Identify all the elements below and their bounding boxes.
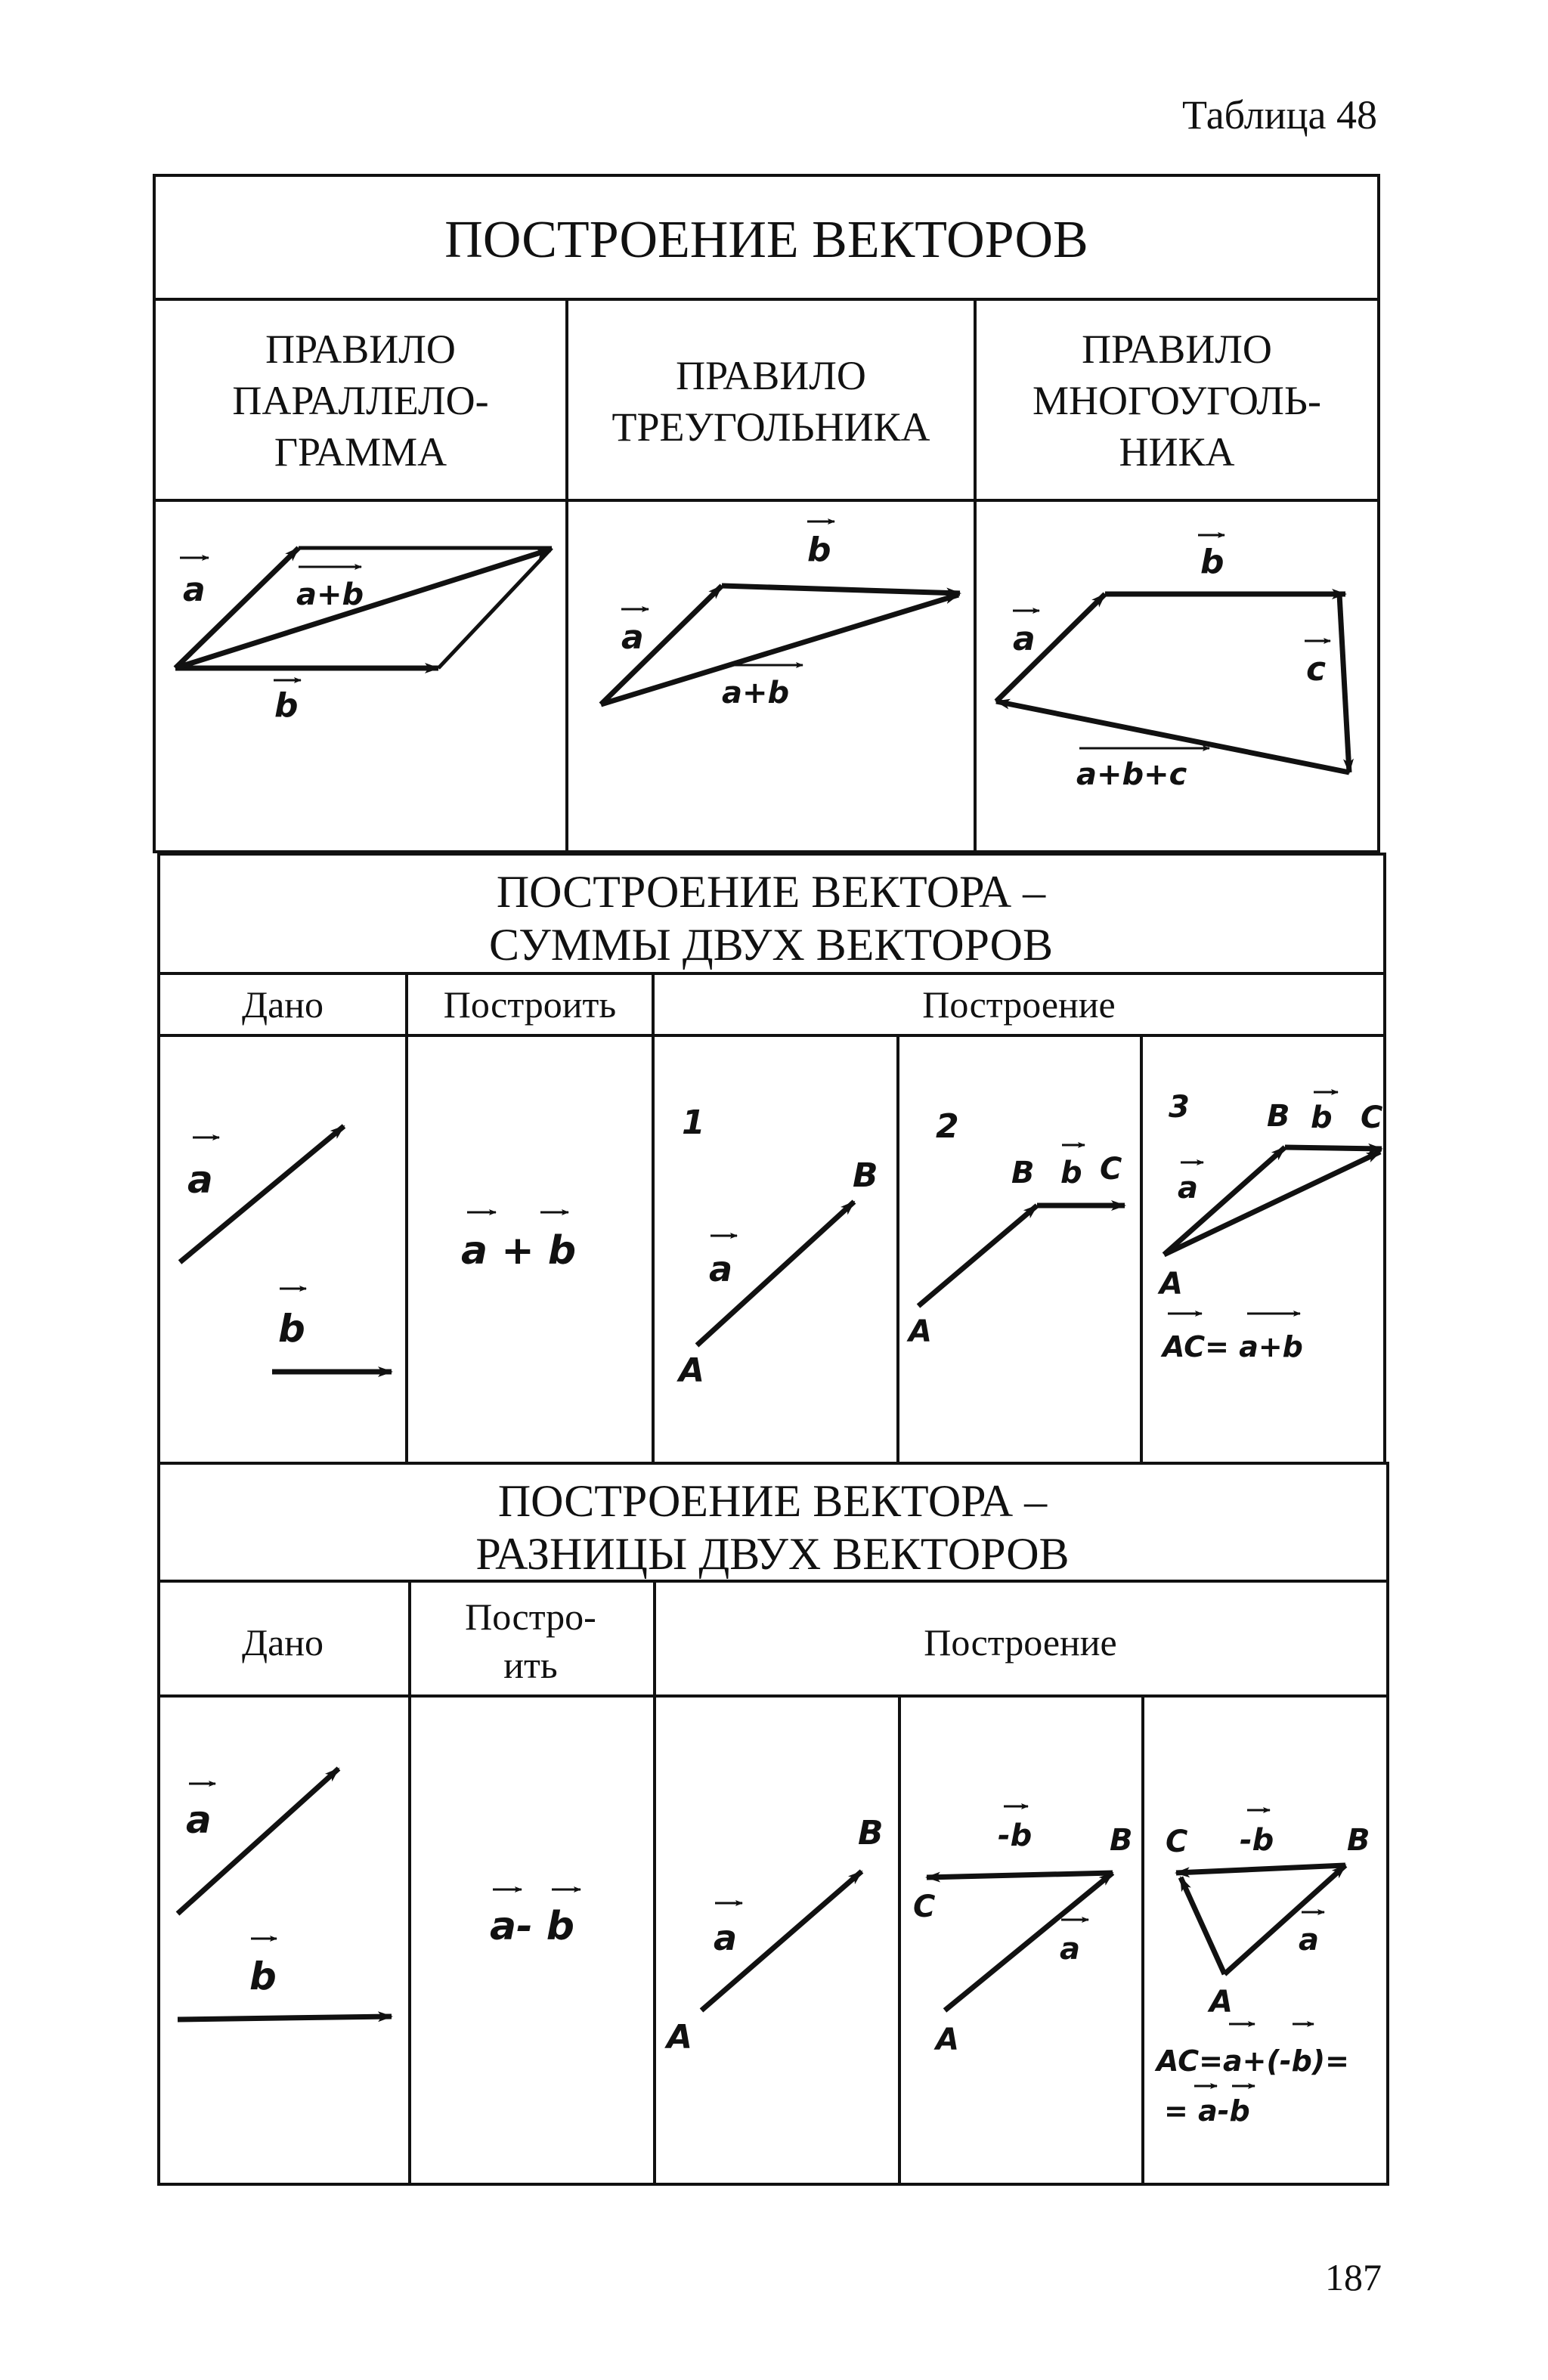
difference-result-line2: = a-b bbox=[1164, 2094, 1250, 2128]
sum-step-3 bbox=[1157, 1090, 1382, 1363]
svg-text:B: B bbox=[853, 1156, 878, 1195]
svg-text:A: A bbox=[936, 2023, 959, 2057]
svg-text:c: c bbox=[1306, 650, 1327, 689]
svg-text:b: b bbox=[1060, 1156, 1082, 1190]
svg-text:a: a bbox=[621, 618, 644, 657]
sum-step-2 bbox=[906, 1107, 1125, 1349]
difference-step-1 bbox=[664, 1814, 884, 2057]
label-b: b bbox=[274, 686, 299, 725]
rule-polygon-line1: ПРАВИЛО bbox=[1082, 327, 1272, 372]
rule-triangle-line1: ПРАВИЛО bbox=[676, 353, 866, 398]
sum-step-1 bbox=[676, 1103, 878, 1390]
sum-construct-expr: a + b bbox=[461, 1228, 577, 1274]
svg-text:b: b bbox=[249, 1954, 277, 1998]
svg-text:a+b: a+b bbox=[722, 676, 790, 710]
section3-title-line1: ПОСТРОЕНИЕ ВЕКТОРА – bbox=[497, 1476, 1048, 1526]
svg-text:a: a bbox=[709, 1249, 733, 1289]
svg-text:A: A bbox=[679, 1351, 705, 1390]
svg-text:b: b bbox=[807, 531, 831, 569]
sum-result: AC= a+b bbox=[1163, 1330, 1303, 1363]
svg-text:A: A bbox=[909, 1314, 932, 1349]
svg-text:-b: -b bbox=[1240, 1823, 1274, 1858]
polygon-labels bbox=[1013, 535, 1330, 792]
svg-text:a: a bbox=[1013, 620, 1036, 658]
rule-parallelogram-line1: ПРАВИЛО bbox=[265, 327, 456, 372]
section2-title-line1: ПОСТРОЕНИЕ ВЕКТОРА – bbox=[496, 867, 1046, 917]
section3-title-line2: РАЗНИЦЫ ДВУХ ВЕКТОРОВ bbox=[475, 1529, 1070, 1579]
svg-text:2: 2 bbox=[936, 1107, 959, 1146]
svg-text:B: B bbox=[1347, 1823, 1370, 1858]
svg-text:b: b bbox=[1311, 1100, 1333, 1135]
rule-polygon-line3: НИКА bbox=[1119, 429, 1235, 475]
svg-text:a: a bbox=[187, 1158, 213, 1202]
section3-head-construct-line2: ить bbox=[503, 1644, 558, 1686]
section2-title-line2: СУММЫ ДВУХ ВЕКТОРОВ bbox=[489, 920, 1053, 970]
section3-head-construct-line1: Постро- bbox=[465, 1595, 596, 1638]
rule-polygon-line2: МНОГОУГОЛЬ- bbox=[1033, 378, 1321, 423]
svg-text:b: b bbox=[278, 1307, 305, 1351]
section3-head-given: Дано bbox=[241, 1621, 324, 1664]
svg-text:b: b bbox=[1200, 543, 1224, 581]
triangle-labels bbox=[621, 521, 834, 710]
rule-triangle-line2: ТРЕУГОЛЬНИКА bbox=[611, 404, 930, 450]
svg-text:B: B bbox=[1267, 1099, 1290, 1134]
parallelogram-labels bbox=[180, 558, 364, 725]
difference-construct-expr: a- b bbox=[490, 1904, 574, 1949]
difference-result-line1: AC=a+(-b)= bbox=[1156, 2044, 1349, 2078]
svg-text:C: C bbox=[1100, 1152, 1122, 1187]
svg-text:A: A bbox=[1159, 1267, 1183, 1301]
svg-text:B: B bbox=[858, 1814, 884, 1852]
svg-text:a: a bbox=[186, 1798, 212, 1842]
svg-text:a: a bbox=[1299, 1923, 1319, 1958]
svg-text:B: B bbox=[1110, 1823, 1133, 1858]
table-label: Таблица 48 bbox=[1182, 92, 1377, 138]
section2-head-construct: Построить bbox=[443, 983, 617, 1026]
difference-step-3 bbox=[1154, 1810, 1370, 2128]
section1-title: ПОСТРОЕНИЕ ВЕКТОРОВ bbox=[444, 211, 1088, 269]
section3-head-construction: Построение bbox=[924, 1621, 1117, 1664]
page-number: 187 bbox=[1325, 2256, 1382, 2298]
vector-b-arrow bbox=[722, 586, 960, 593]
difference-step-2 bbox=[913, 1806, 1133, 2057]
svg-text:B: B bbox=[1011, 1156, 1035, 1190]
svg-text:C: C bbox=[1361, 1100, 1383, 1135]
svg-text:3: 3 bbox=[1169, 1090, 1190, 1125]
svg-text:A: A bbox=[1209, 1985, 1233, 2019]
svg-text:a+b+c: a+b+c bbox=[1076, 757, 1187, 792]
label-a-plus-b: a+b bbox=[296, 577, 364, 612]
svg-text:A: A bbox=[667, 2018, 693, 2057]
svg-text:-b: -b bbox=[998, 1818, 1033, 1853]
svg-text:a: a bbox=[1060, 1932, 1080, 1967]
svg-text:1: 1 bbox=[682, 1103, 705, 1142]
svg-text:a: a bbox=[1178, 1171, 1198, 1205]
svg-text:a: a bbox=[714, 1917, 738, 1958]
label-a: a bbox=[183, 571, 206, 609]
vector-c-arrow bbox=[1339, 594, 1349, 772]
rule-parallelogram-line3: ГРАММА bbox=[274, 429, 447, 475]
section2-head-given: Дано bbox=[241, 983, 324, 1026]
polygon-diagram bbox=[996, 594, 1349, 772]
section2-head-construction: Построение bbox=[922, 983, 1116, 1026]
rule-parallelogram-line2: ПАРАЛЛЕЛО- bbox=[232, 378, 489, 423]
section-building-vectors bbox=[154, 175, 1379, 852]
svg-text:C: C bbox=[1166, 1824, 1188, 1859]
svg-text:C: C bbox=[913, 1889, 936, 1924]
